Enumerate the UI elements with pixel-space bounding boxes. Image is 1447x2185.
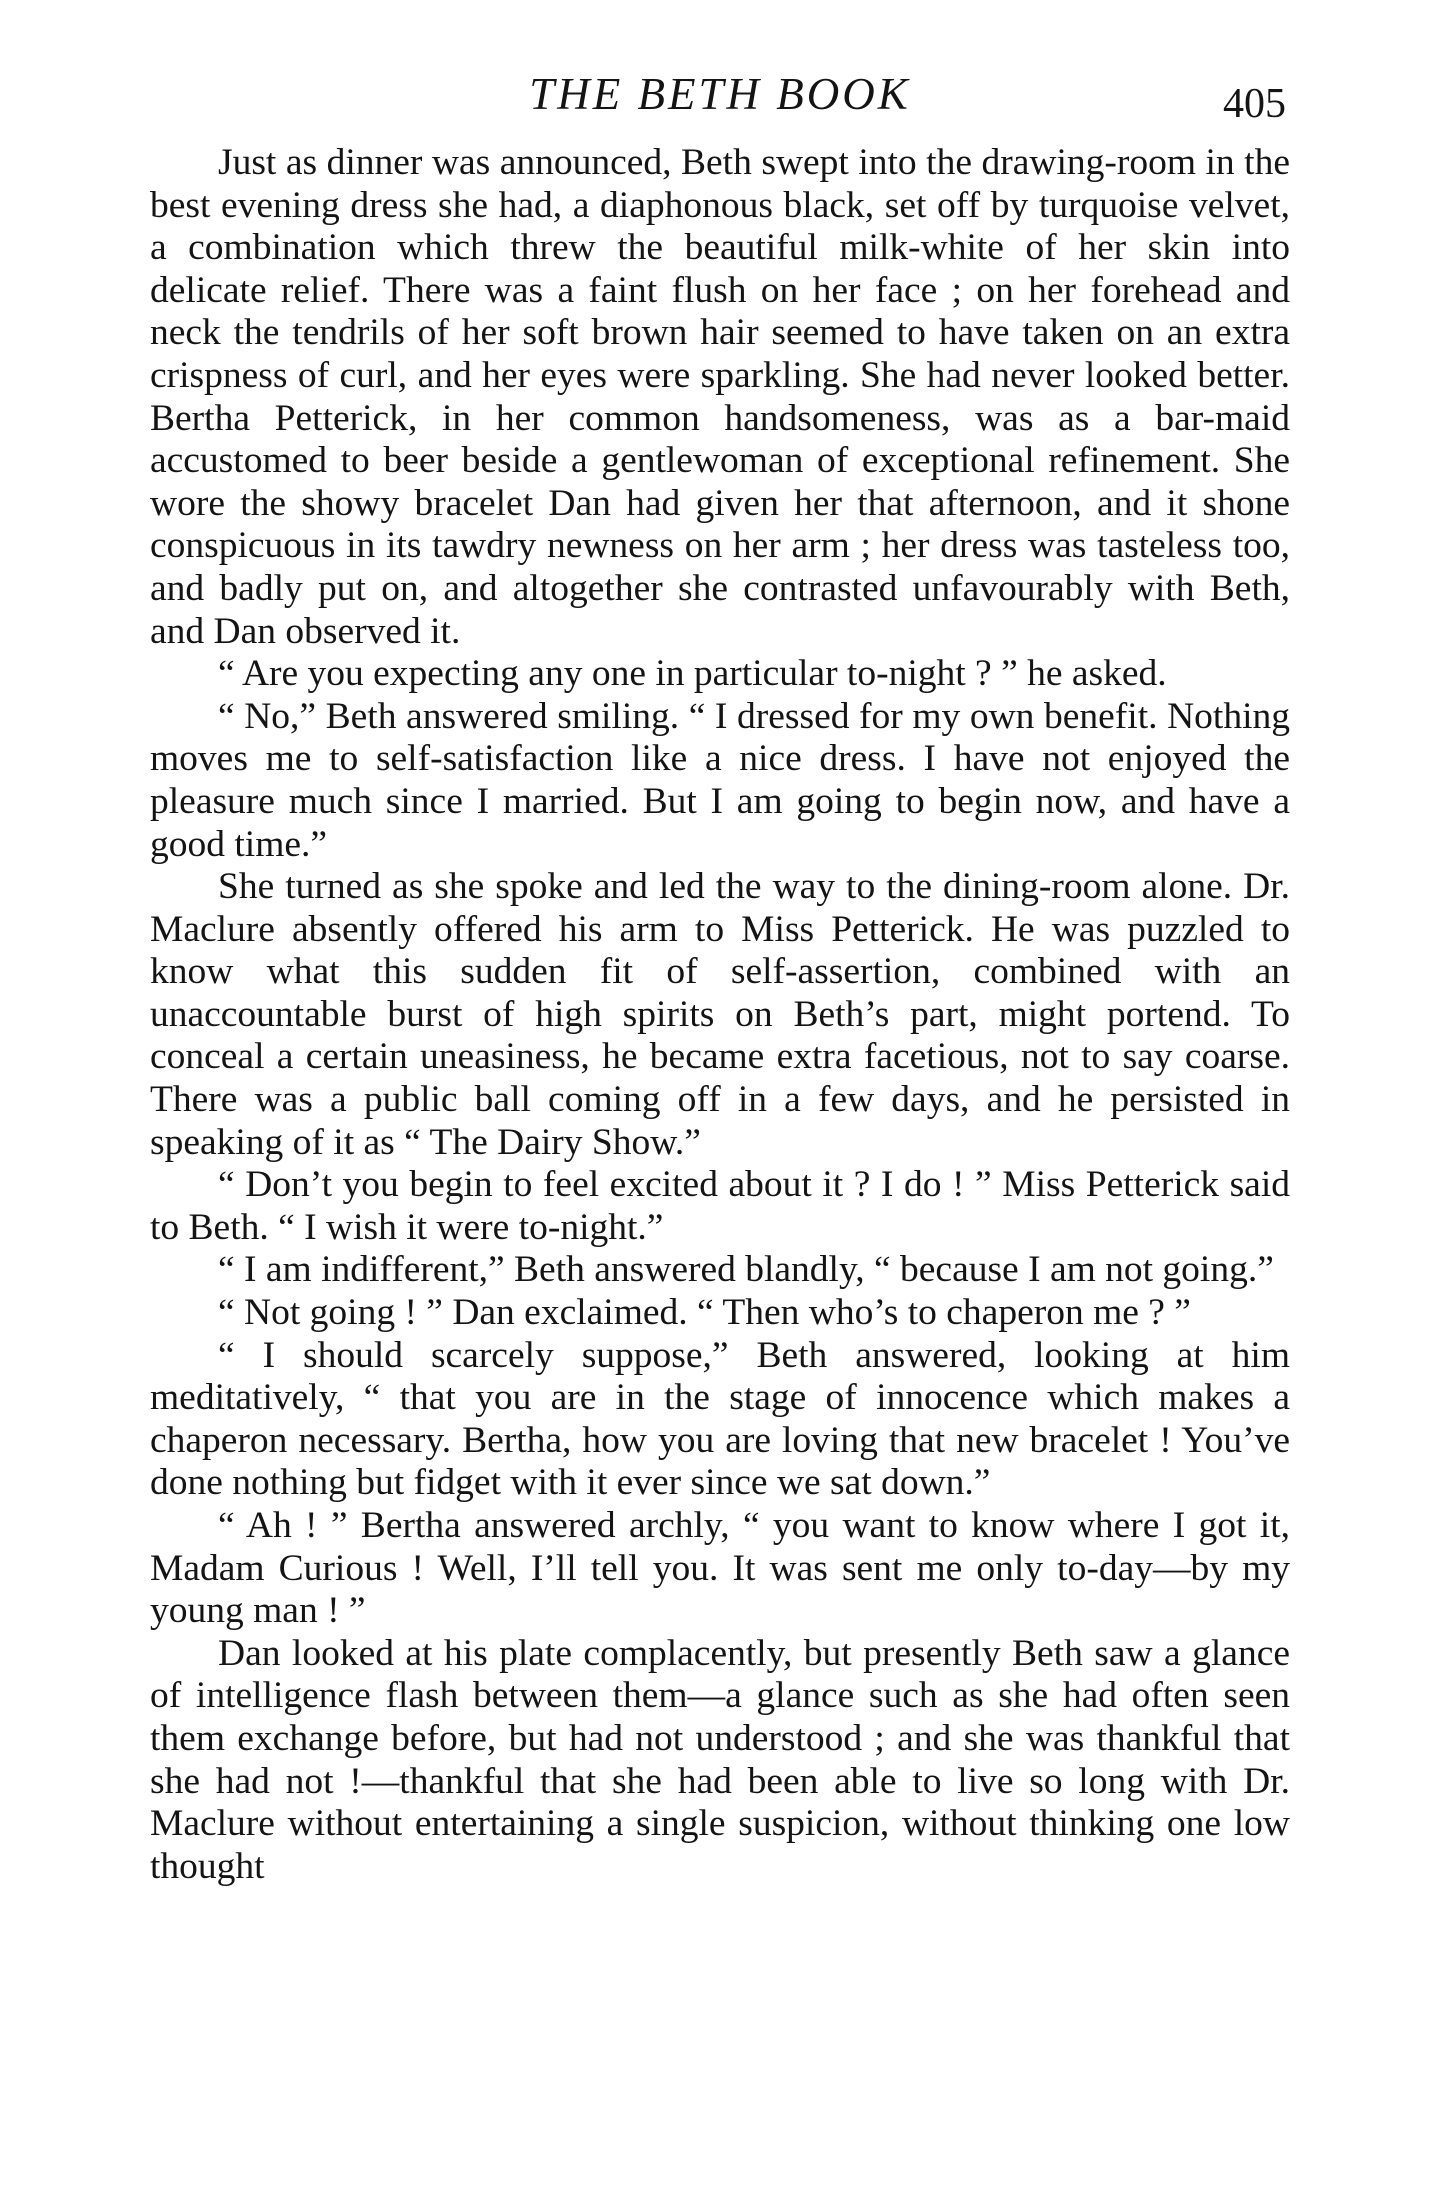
page-number: 405	[1223, 81, 1286, 127]
running-head	[150, 60, 1290, 130]
paragraph: “ I should scarcely suppose,” Beth answered, looking at him meditatively, “ that you are in the stage of innocence which makes a chaperon necessary. Bertha, how you are loving that new bracelet ! You’ve done nothing but fidget with it ever since we sat down.”	[150, 1334, 1290, 1504]
paragraph: “ Ah ! ” Bertha answered archly, “ you want to know where I got it, Madam Curious ! Well, I’ll tell you. It was sent me only to-day—by my young man ! ”	[150, 1505, 1290, 1632]
paragraph: Dan looked at his plate complacently, but presently Beth saw a glance of intelligence flash between them—a glance such as she had often seen them exchange before, but had not understood ; and she was thankful that she had not !—thankful that she had been able to live so long with Dr. Maclure without entertaining a single suspicion, without thinking one low thought	[150, 1632, 1290, 1887]
body-text	[150, 142, 1290, 1888]
book-page	[150, 60, 1290, 1888]
paragraph: “ Don’t you begin to feel excited about it ? I do ! ” Miss Petterick said to Beth. “ I wish it were to-night.”	[150, 1164, 1290, 1248]
paragraph: “ Not going ! ” Dan exclaimed. “ Then who’s to chaperon me ? ”	[218, 1292, 1191, 1334]
paragraph: She turned as she spoke and led the way to the dining-room alone. Dr. Maclure absently offered his arm to Miss Petterick. He was puzzled to know what this sudden fit of self-assertion, combined with an unaccountable burst of high spirits on Beth’s part, might portend. To conceal a certain uneasiness, he became extra facetious, not to say coarse. There was a public ball coming off in a few days, and he persisted in speaking of it as “ The Dairy Show.”	[150, 866, 1290, 1163]
paragraph: “ No,” Beth answered smiling. “ I dressed for my own benefit. Nothing moves me to self-satisfaction like a nice dress. I have not enjoyed the pleasure much since I married. But I am going to begin now, and have a good time.”	[150, 695, 1290, 865]
paragraph: “ Are you expecting any one in particular to-night ? ” he asked.	[218, 653, 1167, 695]
paragraph: Just as dinner was announced, Beth swept into the drawing-room in the best evening dress she had, a diaphonous black, set off by turquoise velvet, a combination which threw the beautiful milk-white of her skin into delicate relief. There was a faint flush on her face ; on her forehead and neck the tendrils of her soft brown hair seemed to have taken on an extra crispness of curl, and her eyes were sparkling. She had never looked better. Bertha Petterick, in her common handsomeness, was as a bar-maid accustomed to beer beside a gentlewoman of exceptional refinement. She wore the showy bracelet Dan had given her that afternoon, and it shone conspicuous in its tawdry newness on her arm ; her dress was tasteless too, and badly put on, and altogether she contrasted unfavourably with Beth, and Dan observed it.	[150, 142, 1290, 652]
paragraph: “ I am indifferent,” Beth answered blandly, “ because I am not going.”	[218, 1249, 1274, 1291]
running-title: THE BETH BOOK	[529, 69, 911, 119]
